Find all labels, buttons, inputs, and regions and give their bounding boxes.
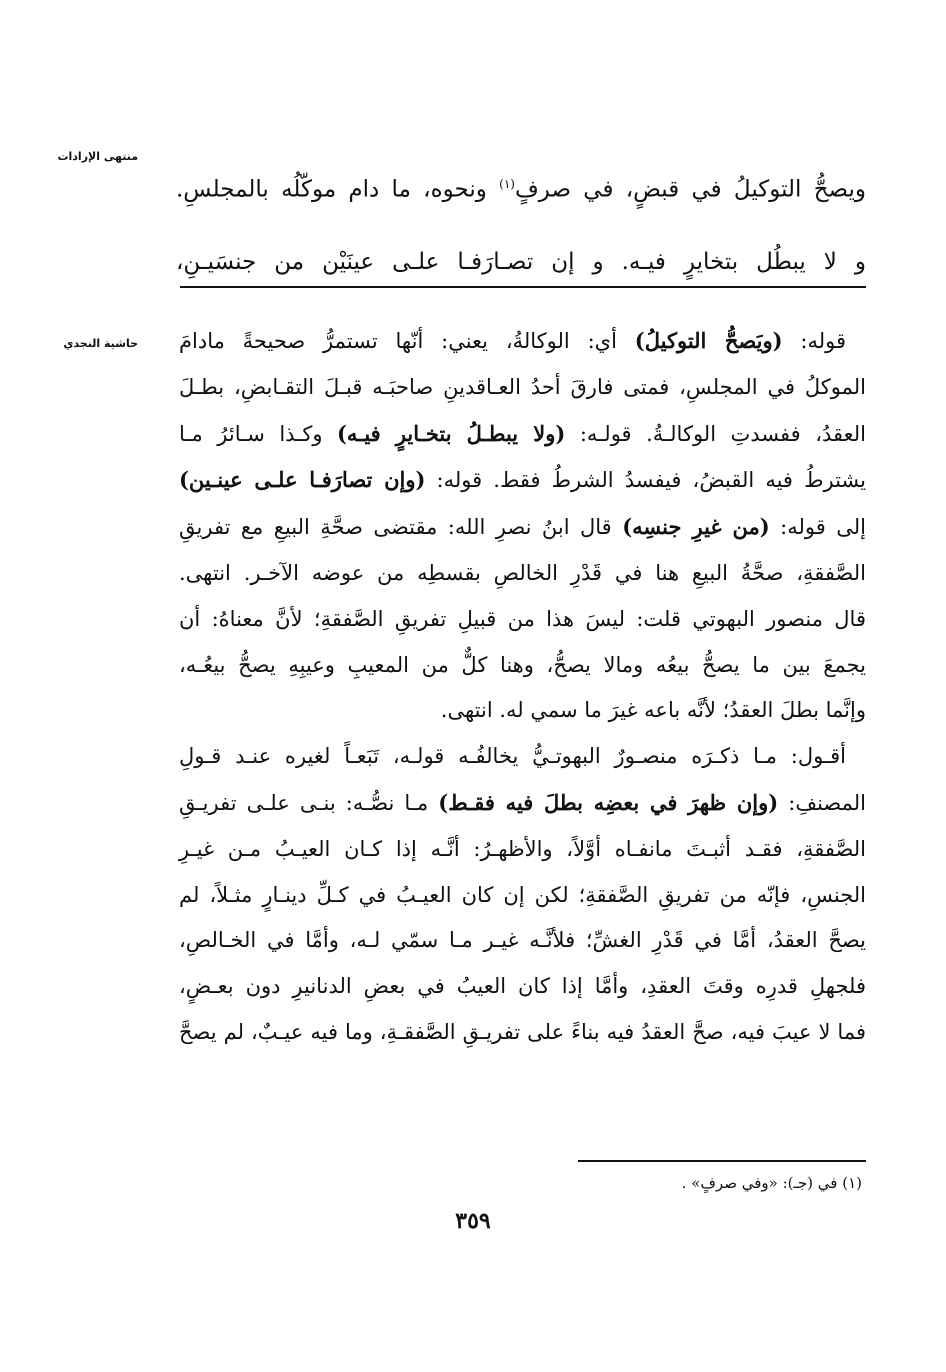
main-text xyxy=(176,148,866,298)
commentary-line: الجنسِ، فإنّه من تفريقِ الصَّفقةِ؛ لكن إن كان العيـبُ في كـلِّ دينـارٍ مثـلاً، لم xyxy=(179,882,866,907)
commentary-line: وإنَّما بطلَ العقدُ؛ لأنَّه باعه غيرَ ما سمي له. انتهى. xyxy=(440,698,866,723)
commentary-line: قوله: (ويَصحُّ التوكيلُ) أي: الوكالةُ، يعني: أنّها تستمرُّ صحيحةً مادامَ xyxy=(179,328,847,353)
commentary-line: الموكلُ في المجلسِ، فمتى فارقَ أحدُ العـاقدينِ صاحبَـه قبـلَ التقـابضِ، بطـلَ xyxy=(179,374,866,399)
main-text-divider xyxy=(180,286,866,288)
commentary-line: يجمعَ بين ما يصحُّ بيعُه ومالا يصحُّ، وهنا كلٌّ من المعيبِ وعيبِهِ يصحُّ بيعُـه، xyxy=(179,652,866,677)
commentary-line: العقدُ، ففسدتِ الوكالـةُ. قولـه: (ولا يبطـلُ بتخـايرٍ فيـه) وكـذا سـائرُ مـا xyxy=(179,420,866,446)
footnote-divider xyxy=(578,1160,866,1162)
commentary-text xyxy=(179,318,866,1056)
main-text-line-1: ويصحُّ التوكيلُ في قبضٍ، في صرفٍ$^{(١)}$ ونحوه، ما دام موكّلُه بالمجلسِ. xyxy=(176,176,867,203)
commentary-line: الصَّفقةِ، صحَّةُ البيعِ هنا في قَدْرِ الخالصِ بقسطِه من عوضه الآخـر. انتهى. xyxy=(179,560,866,585)
commentary-line: فلجهلِ قدرِه وقتَ العقدِ، وأمَّا إذا كان العيبُ في بعضِ الدنانيرِ دون بعـضٍ، xyxy=(179,974,866,999)
commentary-line: إلى قوله: (من غيرِ جنسِه) قال ابنُ نصرِ الله: مقتضى صحَّةِ البيعِ مع تفريقِ xyxy=(179,514,866,540)
commentary-line: يصحَّ العقدُ، أمَّا في قَدْرِ الغشِّ؛ فلأنَّـه غيـر مـا سمّي لـه، وأمَّا في الخـالصِ، xyxy=(179,928,866,953)
commentary-line: قال منصور البهوتي قلت: ليسَ هذا من قبيلِ تفريقِ الصَّفقةِ؛ لأنَّ معناهُ: أن xyxy=(179,606,866,631)
commentary-line: فما لا عيبَ فيه، صحَّ العقدُ فيه بناءً على تفريـقِ الصَّفقـةِ، وما فيه عيـبٌ، لم يصحَّ xyxy=(179,1019,866,1044)
commentary-line: يشترطُ فيه القبضُ، فيفسدُ الشرطُ فقط. قوله: (وإن تصارَفـا علـى عينـين) xyxy=(179,467,866,493)
commentary-line: المصنفِ: (وإن ظهرَ في بعضِه بطلَ فيه فقـط) مـا نصُّـه: بنـى علـى تفريـقِ xyxy=(179,789,866,815)
commentary-source-label: حاشية النجدي xyxy=(63,337,138,350)
footnote: (١) في (جـ): «وفي صرفٍ» . xyxy=(681,1174,862,1192)
page-number: ٣٥٩ xyxy=(455,1208,491,1234)
matn-source-label: منتهى الإرادات xyxy=(57,150,138,163)
footnote-marker: (١) xyxy=(499,177,515,191)
commentary-line: الصَّفقةِ، فقـد أثبـتَ مانفـاه أوَّلاً، والأظهـرُ: أنَّـه إذا كـان العيـبُ مـن غيـرِ xyxy=(179,836,866,861)
main-text-line-2: و لا يبطُل بتخايرٍ فيـه. و إن تصـارَفـا علـى عينَيْن من جنسَيـنِ، xyxy=(176,248,866,275)
commentary-line: أقـول: مـا ذكـرَه منصـورٌ البهوتـيُّ يخالفُـه قولـه، تَبَعـاً لغيره عنـد قـولِ xyxy=(179,744,846,769)
